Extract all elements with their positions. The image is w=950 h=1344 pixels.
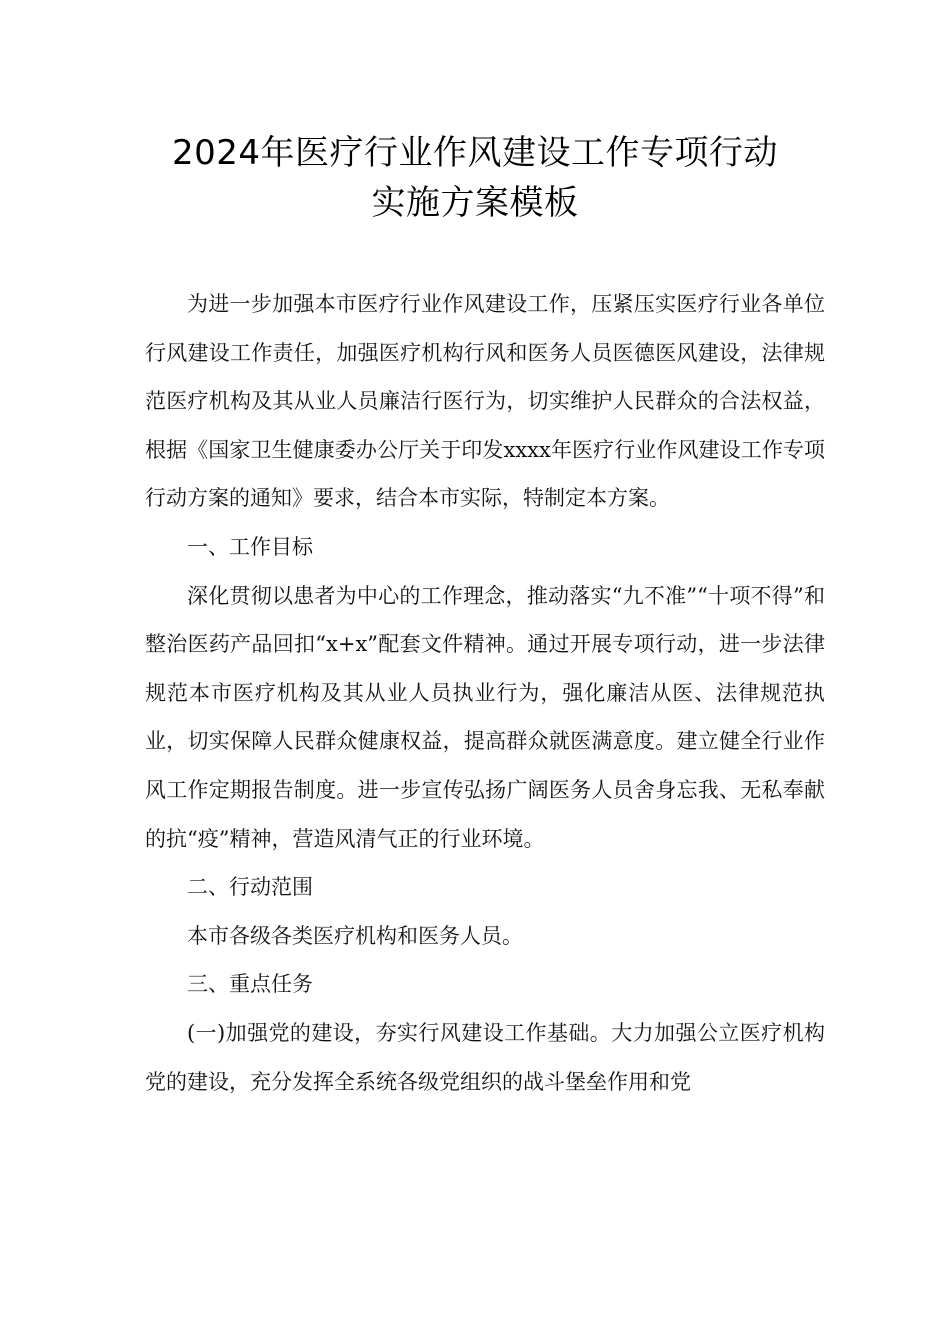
tasks-paragraph: (一)加强党的建设，夯实行风建设工作基础。大力加强公立医疗机构党的建设，充分发挥全系统各级党组织的战斗堡垒作用和党 xyxy=(145,1020,825,1094)
section-heading-goals: 一、工作目标 xyxy=(187,534,313,559)
goals-paragraph: 深化贯彻以患者为中心的工作理念，推动落实“九不准”“十项不得”和整治医药产品回扣“x+x”配套文件精神。通过开展专项行动，进一步法律规范本市医疗机构及其从业人员执业行为，强化廉洁从医、法律规范执业，切实保障人民群众健康权益，提高群众就医满意度。建立健全行业作风工作定期报告制度。进一步宣传弘扬广阔医务人员舍身忘我、无私奉献的抗“疫”精神，营造风清气正的行业环境。 xyxy=(145,583,825,851)
section-heading-scope: 二、行动范围 xyxy=(187,875,313,900)
section-heading-tasks: 三、重点任务 xyxy=(187,972,313,997)
intro-paragraph: 为进一步加强本市医疗行业作风建设工作，压紧压实医疗行业各单位行风建设工作责任，加强医疗机构行风和医务人员医德医风建设，法律规范医疗机构及其从业人员廉洁行医行为，切实维护人民群众的合法权益，根据《国家卫生健康委办公厅关于印发xxxx年医疗行业作风建设工作专项行动方案的通知》要求，结合本市实际，特制定本方案。 xyxy=(145,292,825,511)
title-line-2: 实施方案模板 xyxy=(371,183,579,223)
document-title xyxy=(0,128,950,228)
document-body xyxy=(145,280,825,1106)
title-line-1: 2024年医疗行业作风建设工作专项行动 xyxy=(171,133,779,173)
scope-paragraph: 本市各级各类医疗机构和医务人员。 xyxy=(187,923,523,948)
